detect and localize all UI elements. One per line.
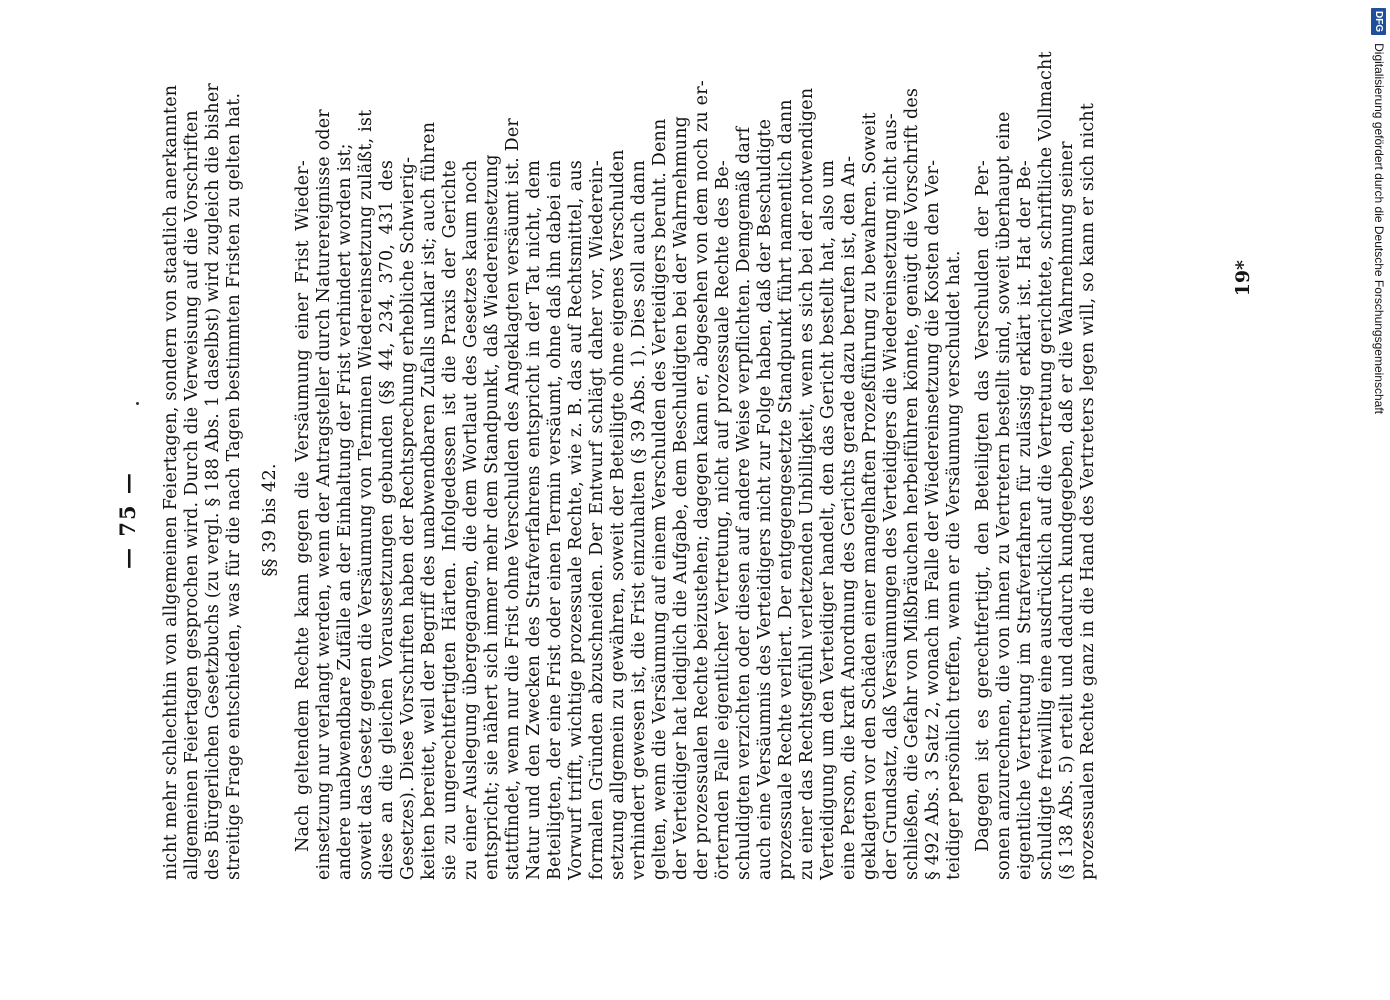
text-line: sonen anzurechnen, die von ihnen zu Vertretern bestellt sind, soweit überhaupt eine [994, 111, 1014, 880]
text-line: einsetzung nur verlangt werden, wenn der Antragsteller durch Naturereignisse oder [314, 109, 334, 880]
text-line: schuldigten verzichten oder diesen auf andere Weise verpflichten. Demgemäß darf [734, 126, 754, 880]
text-line: § 492 Abs. 3 Satz 2, wonach im Falle der Wiedereinsetzung die Kosten den Ver- [923, 159, 943, 880]
speck-mark [136, 402, 139, 405]
text-line: Beteiligten, der eine Frist oder einen Termin versäumt, ohne daß ihn dabei ein [545, 160, 565, 880]
text-line: prozessualen Rechte ganz in die Hand des Vertreters legen will, so kann er sich nicht [1078, 102, 1098, 880]
funding-sidebar [1368, 8, 1390, 993]
text-line: auch eine Versäumnis des Verteidigers nicht zur Folge haben, daß der Beschuldigte [755, 118, 775, 880]
top-paragraph [161, 83, 245, 880]
text-line: zu einer Auslegung übergegangen, die dem Wortlaut des Gesetzes kaum noch [461, 160, 481, 880]
signature-mark: 19* [1232, 260, 1254, 297]
text-line: allgemeinen Feiertagen gesprochen wird. Durch die Verweisung auf die Vorschriften [182, 110, 202, 880]
text-line: setzung allgemein zu gewähren, soweit der Beteiligte ohne eigenes Verschulden [608, 149, 628, 880]
text-line: verhindert gewesen ist, die Frist einzuhalten (§ 39 Abs. 1). Dies soll auch dann [629, 160, 649, 880]
text-line: sie zu ungerechtfertigten Härten. Infolgedessen ist die Praxis der Gerichte [440, 160, 460, 880]
signature-mark-wrap [1230, 260, 1260, 300]
text-line: schließen, die Gefahr von Mißbräuchen herbeiführen könnte, genügt die Vorschrift des [902, 87, 922, 880]
text-line: (§ 138 Abs. 5) erteilt und dadurch kundgegeben, daß er die Wahrnehmung seiner [1057, 141, 1077, 880]
text-line: zu einer das Rechtsgefühl verletzenden Unbilligkeit, wenn es sich bei der notwendigen [797, 87, 817, 880]
section-heading: §§ 39 bis 42. [259, 463, 280, 577]
text-line: der Grundsatz, daß Versäumungen des Verteidigers die Wiedereinsetzung nicht aus- [881, 113, 901, 880]
text-line: eine Person, die kraft Anordnung des Gerichts gerade dazu berufen ist, den An- [839, 155, 859, 880]
text-line: soweit das Gesetz gegen die Versäumung von Terminen Wiedereinsetzung zuläßt, ist [356, 109, 376, 880]
text-line: Nach geltendem Rechte kann gegen die Versäumung einer Frist Wieder- [293, 160, 313, 852]
text-line: der Verteidiger hat lediglich die Aufgabe, dem Beschuldigten bei der Wahrnehmung [671, 115, 691, 880]
funding-notice [1368, 8, 1390, 993]
text-line: streitige Frage entschieden, was für die nach Tagen bestimmten Fristen zu gelten hat. [224, 92, 244, 880]
text-line: keiten bereitet, weil der Begriff des unabwendbaren Zufalls unklar ist; auch führen [419, 121, 439, 880]
text-line: Verteidigung um den Verteidiger handelt, den das Gericht bestellt hat, also um [818, 160, 838, 880]
text-line: andere unabwendbare Zufälle an der Einhaltung der Frist verhindert worden ist; [335, 143, 355, 880]
text-line: örternden Falle eigentlicher Vertretung, nicht auf prozessuale Rechte des Be- [713, 160, 733, 880]
text-line: des Bürgerlichen Gesetzbuchs (zu vergl. § 188 Abs. 1 daselbst) wird zugleich die bisher [203, 83, 223, 880]
page-number-header: — 75 — [115, 471, 140, 569]
text-line: gelten, wenn die Versäumung auf einem Verschulden des Verteidigers beruht. Denn [650, 118, 670, 880]
paragraph-2 [973, 51, 1099, 880]
text-line: der prozessualen Rechte beizustehen; dagegen kann er, abgesehen von dem noch zu er- [692, 80, 712, 880]
text-line: Gesetzes). Diese Vorschriften haben der Rechtsprechung erhebliche Schwierig- [398, 156, 418, 880]
text-line: geklagten vor den Schäden einer mangelhaften Prozeßführung zu bewahren. Soweit [860, 112, 880, 880]
rotated-document-page [115, 51, 1265, 880]
text-line: teidiger persönlich treffen, wenn er die Versäumung verschuldet hat. [944, 250, 964, 880]
text-line: Dagegen ist es gerechtfertigt, den Beteiligten das Verschulden der Per- [973, 160, 993, 852]
text-line: diese an die gleichen Voraussetzungen gebunden (§§ 44, 234, 370, 431 des [377, 160, 397, 880]
text-line: eigentliche Vertretung im Strafverfahren für zulässig erklärt ist. Hat der Be- [1015, 160, 1035, 880]
text-line: prozessuale Rechte verliert. Der entgegengesetzte Standpunkt führt namentlich dann [776, 99, 796, 880]
dfg-logo-icon: DFG [1372, 8, 1387, 35]
text-line: Natur und den Zwecken des Strafverfahrens entspricht in der Tat nicht, dem [524, 160, 544, 880]
paragraph-1 [293, 80, 965, 880]
text-line: entspricht; sie nähert sich immer mehr dem Standpunkt, daß Wiedereinsetzung [482, 154, 502, 880]
text-line: schuldigte freiwillig eine ausdrücklich auf die Vertretung gerichtete, schriftliche Vollmacht [1036, 51, 1056, 880]
page-content [115, 51, 1099, 880]
text-line: nicht mehr schlechthin von allgemeinen Feiertagen, sondern von staatlich anerkannten [161, 84, 181, 880]
text-line: formalen Gründen abzuschneiden. Der Entwurf schlägt daher vor, Wiederein- [587, 160, 607, 880]
text-line: stattfindet, wenn nur die Frist ohne Verschulden des Angeklagten versäumt ist. Der [503, 118, 523, 880]
text-line: Vorwurf trifft, wichtige prozessuale Rechte, wie z. B. das auf Rechtsmittel, aus [566, 160, 586, 880]
funding-text: Digitalisierung gefördert durch die Deutsche Forschungsgemeinschaft [1372, 43, 1386, 414]
